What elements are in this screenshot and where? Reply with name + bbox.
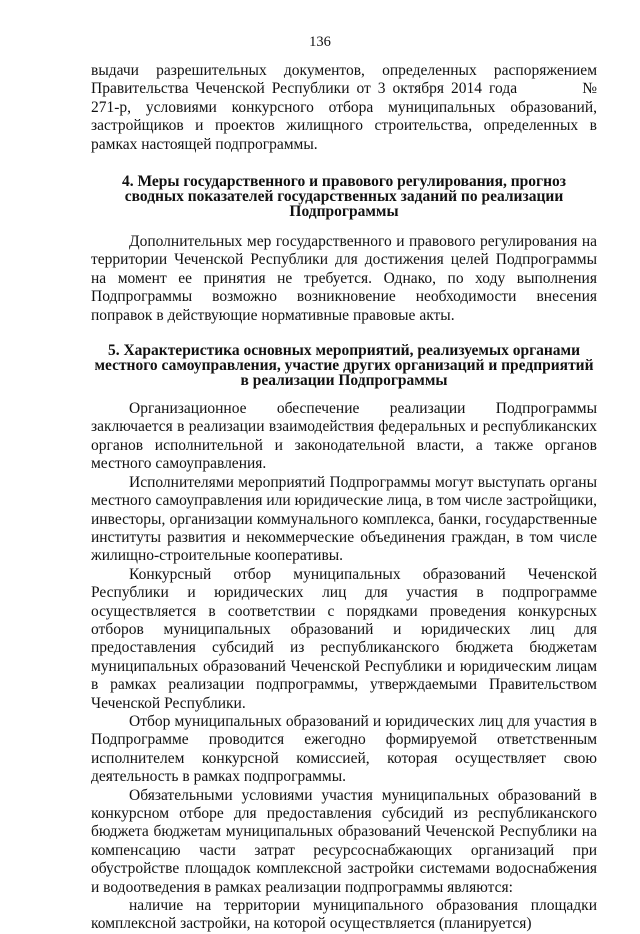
intro-text: выдачи разрешительных документов, определенных распоряжением Правительства Чеченской Республики от 3 октября 2014 года — [91, 62, 597, 98]
section-5-paragraph-2: Исполнителями мероприятий Подпрограммы могут выступать органы местного самоуправления или юридические лица, в том числе застройщики, инвесторы, организации коммунального комплекса, банки, государственные институты развития и некоммерческие объединения граждан, в том числе жилищно-строительные кооперативы. — [91, 473, 597, 565]
section-5-paragraph-3: Конкурсный отбор муниципальных образований Чеченской Республики и юридических лиц для участия в подпрограмме осуществляется в соответствии с порядками проведения конкурсных отборов муниципальных образований и юридических лиц для предоставления субсидий из республиканского бюджета бюджетам муниципальных образований Чеченской Республики и юридическим лицам в рамках реализации подпрограммы, утверждаемыми Правительством Чеченской Республики. — [91, 565, 597, 712]
section-5-paragraph-5: Обязательными условиями участия муниципальных образований в конкурсном отборе для предоставления субсидий из республиканского бюджета бюджетам муниципальных образований Чеченской Республики на компенсацию части затрат ресурсоснабжающих организаций при обустройстве площадок комплексной застройки системами водоснабжения и водоотведения в рамках реализации подпрограммы являются: — [91, 786, 597, 896]
section-5-paragraph-4: Отбор муниципальных образований и юридических лиц для участия в Подпрограмме проводится ежегодно формируемой ответственным исполнителем конкурсной комиссией, которая осуществляет свою деятельность в рамках подпрограммы. — [91, 712, 597, 786]
section-4-heading: 4. Меры государственного и правового регулирования, прогноз сводных показателей государственных заданий по реализации Подпрограммы — [121, 173, 566, 221]
section-5-heading: 5. Характеристика основных мероприятий, реализуемых органами местного самоуправления, участие других организаций и предприятий в реализации Подпрограммы — [94, 342, 594, 390]
section-5-paragraph-6: наличие на территории муниципального образования площадки комплексной застройки, на которой осуществляется (планируется) — [91, 897, 597, 933]
intro-reference: № 271-р, — [91, 80, 597, 116]
document-body — [91, 62, 597, 934]
intro-continuation: условиями конкурсного отбора муниципальных образований, застройщиков и проектов жилищного строительства, определенных в рамках настоящей подпрограммы. — [91, 98, 598, 153]
intro-paragraph — [91, 62, 597, 154]
page-number: 136 — [309, 34, 331, 50]
section-5-paragraph-1: Организационное обеспечение реализации Подпрограммы заключается в реализации взаимодействия федеральных и республиканских органов исполнительной и законодательной власти, а также органов местного самоуправления. — [91, 400, 597, 473]
section-4-paragraph: Дополнительных мер государственного и правового регулирования на территории Чеченской Республики для достижения целей Подпрограммы на момент ее принятия не требуется. Однако, по ходу выполнения Подпрограммы возможно возникновение необходимости внесения поправок в действующие нормативные правовые акты. — [91, 233, 597, 324]
